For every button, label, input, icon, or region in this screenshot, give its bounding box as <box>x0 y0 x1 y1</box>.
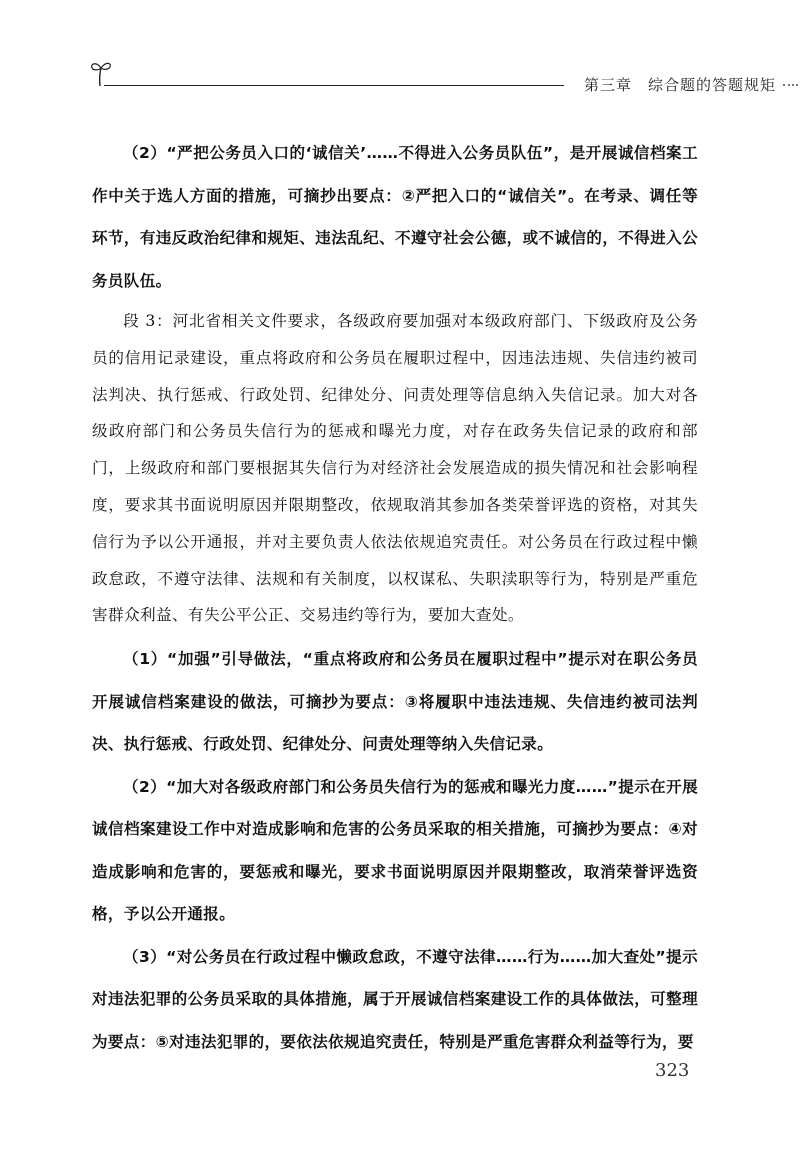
paragraph-point-5: （3）“对公务员在行政过程中懒政怠政，不遵守法律……行为……加大查处”提示对违法犯罪的公务员采取的具体措施，属于开展诚信档案建设工作的具体做法，可整理为要点：⑤对违法犯罪的，要依法依规追究责任，特别是严重危害群众利益等行为，要 <box>92 947 698 1051</box>
page-header <box>88 58 800 92</box>
paragraph-section-3: 段 3：河北省相关文件要求，各级政府要加强对本级政府部门、下级政府及公务员的信用记录建设，重点将政府和公务员在履职过程中，因违法违规、失信违约被司法判决、执行惩戒、行政处罚、纪律处分、问责处理等信息纳入失信记录。加大对各级政府部门和公务员失信行为的惩戒和曝光力度，对存在政务失信记录的政府和部门，上级政府和部门要根据其失信行为对经济社会发展造成的损失情况和社会影响程度，要求其书面说明原因并限期整改，依规取消其参加各类荣誉评选的资格，对其失信行为予以公开通报，并对主要负责人依法依规追究责任。对公务员在行政过程中懒政怠政，不遵守法律、法规和有关制度，以权谋私、失职渎职等行为，特别是严重危害群众利益、有失公平公正、交易违约等行为，要加大查处。 <box>92 312 698 625</box>
paragraph-point-3: （1）“加强”引导做法，“重点将政府和公务员在履职过程中”提示对在职公务员开展诚信档案建设的做法，可摘抄为要点：③将履职中违法违规、失信违约被司法判决、执行惩戒、行政处罚、纪律处分、问责处理等纳入失信记录。 <box>92 650 698 754</box>
sprout-icon <box>88 58 114 92</box>
paragraph-point-4: （2）“加大对各级政府部门和公务员失信行为的惩戒和曝光力度……”提示在开展诚信档案建设工作中对造成影响和危害的公务员采取的相关措施，可摘抄为要点：④对造成影响和危害的，要惩戒和曝光，要求书面说明原因并限期整改，取消荣誉评选资格，予以公开通报。 <box>92 777 698 924</box>
chapter-title: 第三章 综合题的答题规矩 <box>584 76 777 94</box>
page-number: 323 <box>655 1060 690 1081</box>
header-rule <box>104 85 564 86</box>
header-dotted-rule <box>783 84 800 86</box>
paragraph-point-2: （2）“严把公务员入口的‘诚信关’……不得进入公务员队伍”，是开展诚信档案工作中关于选人方面的措施，可摘抄出要点：②严把入口的“诚信关”。在考录、调任等环节，有违反政治纪律和规矩、违法乱纪、不遵守社会公德，或不诚信的，不得进入公务员队伍。 <box>92 144 698 290</box>
page-body <box>92 132 698 1063</box>
